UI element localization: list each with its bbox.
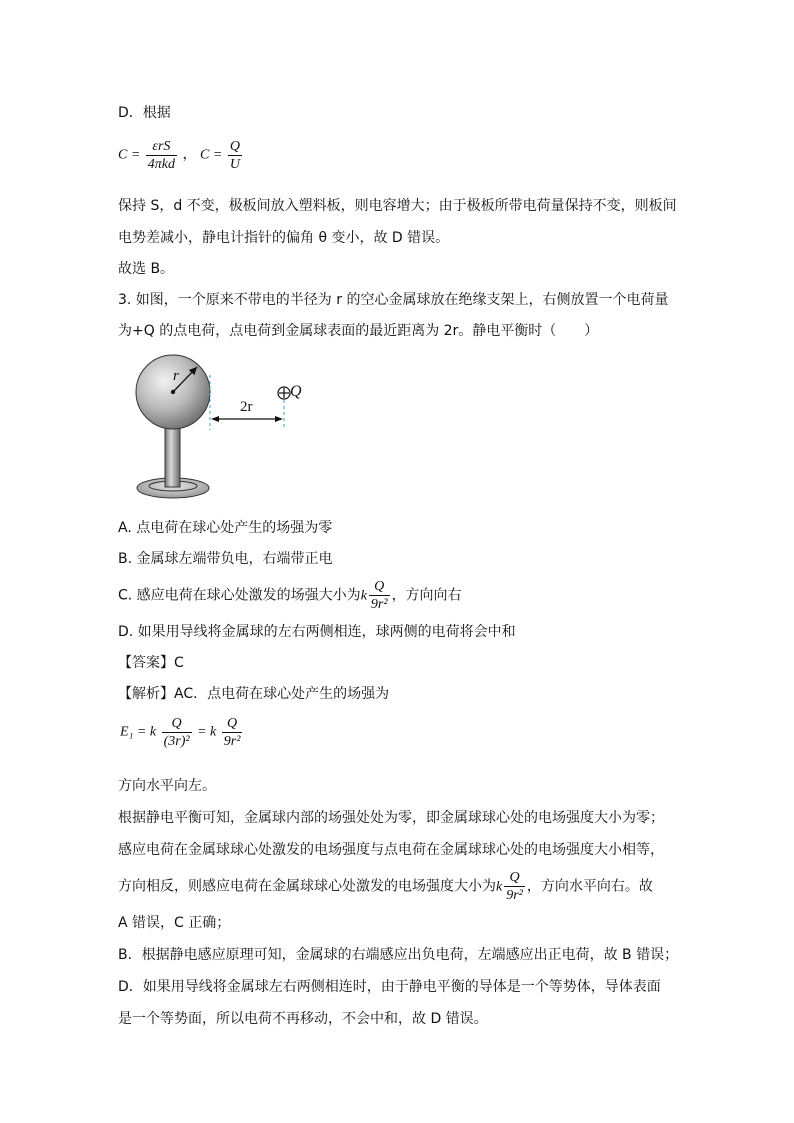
charge-label: Q — [290, 383, 302, 400]
analysis-p5: A 错误，C 正确； — [118, 915, 231, 931]
option-c-numerator: Q — [369, 578, 390, 596]
distance-label: 2r — [240, 399, 253, 415]
analysis-p4-fraction — [504, 869, 525, 904]
field-formula-lhs: E₁ = k — [120, 724, 157, 740]
insulating-stand — [165, 425, 180, 487]
field-formula-numerator1: Q — [162, 715, 192, 733]
formula2-lhs: C = — [200, 147, 223, 163]
question3-stem-line1: 3. 如图，一个原来不带电的半径为 r 的空心金属球放在绝缘支架上，右侧放置一个电荷量 — [118, 292, 669, 308]
analysis-p7: D．如果用导线将金属球左右两侧相连时，由于静电平衡的导体是一个等势体，导体表面 — [118, 979, 661, 995]
analysis-p2: 根据静电平衡可知，金属球内部的场强处处为零，即金属球球心处的电场强度大小为零； — [118, 810, 664, 826]
option-d-text-line2: 电势差减小，静电计指针的偏角 θ 变小，故 D 错误。 — [118, 230, 450, 246]
formula-separator: ， — [182, 147, 197, 163]
analysis-p1: 方向水平向左。 — [118, 778, 216, 794]
option-d-label: D．根据 — [118, 105, 171, 121]
option-d-text-line1: 保持 S，d 不变，极板间放入塑料板，则电容增大；由于极板所带电荷量保持不变，则板间 — [118, 198, 677, 214]
analysis-p4-text: 方向相反，则感应电荷在金属球球心处激发的电场强度大小为 — [118, 878, 496, 895]
question3-option-b: B. 金属球左端带负电，右端带正电 — [118, 551, 333, 567]
metal-sphere-figure — [128, 345, 328, 505]
formula1-fraction — [146, 138, 177, 173]
answer-line: 【答案】C — [118, 655, 184, 671]
field-formula-fraction2 — [222, 715, 243, 750]
analysis-p4-denominator: 9r² — [506, 888, 523, 903]
analysis-intro: 【解析】AC．点电荷在球心处产生的场强为 — [118, 686, 390, 702]
question3-stem-line2: 为+Q 的点电荷，点电荷到金属球表面的最近距离为 2r。静电平衡时（ ） — [118, 323, 599, 339]
option-c-fraction — [369, 578, 390, 613]
field-formula-denominator2: 9r² — [223, 734, 241, 749]
capacitance-formulas — [118, 138, 244, 173]
option-c-denominator: 9r² — [370, 597, 388, 612]
question3-option-c — [118, 578, 462, 613]
option-c-text: C. 感应电荷在球心处激发的场强大小为 — [118, 587, 361, 604]
formula2-denominator: U — [229, 157, 240, 172]
formula1-lhs: C = — [118, 147, 141, 163]
analysis-p3: 感应电荷在金属球球心处激发的电场强度与点电荷在金属球球心处的电场强度大小相等， — [118, 842, 664, 858]
radius-label: r — [173, 368, 179, 384]
formula1-numerator: εrS — [146, 138, 177, 156]
formula1-denominator: 4πkd — [147, 157, 176, 172]
question3-option-a: A. 点电荷在球心处产生的场强为零 — [118, 520, 333, 536]
field-formula-mid: = k — [197, 724, 217, 740]
question3-option-d: D. 如果用导线将金属球的左右两侧相连，球两侧的电荷将会中和 — [118, 624, 516, 640]
analysis-p4-suffix: ，方向水平向右。故 — [526, 878, 653, 895]
option-c-suffix: ，方向向右 — [391, 587, 462, 604]
option-d-conclusion: 故选 B。 — [118, 261, 175, 277]
formula2-fraction — [228, 138, 242, 173]
option-c-k: k — [360, 588, 367, 604]
analysis-p6: B．根据静电感应原理可知，金属球的右端感应出负电荷，左端感应出正电荷，故 B 错误； — [118, 947, 679, 963]
field-formula-numerator2: Q — [222, 715, 243, 733]
formula2-numerator: Q — [229, 139, 240, 154]
field-formula-fraction1 — [162, 715, 192, 750]
field-formula-denominator1: (3r)² — [163, 734, 190, 749]
analysis-p4 — [118, 869, 653, 904]
analysis-p8: 是一个等势面，所以电荷不再移动，不会中和，故 D 错误。 — [118, 1011, 488, 1027]
field-formula — [120, 715, 244, 750]
analysis-p4-k: k — [496, 879, 503, 895]
analysis-p4-numerator: Q — [504, 869, 525, 887]
